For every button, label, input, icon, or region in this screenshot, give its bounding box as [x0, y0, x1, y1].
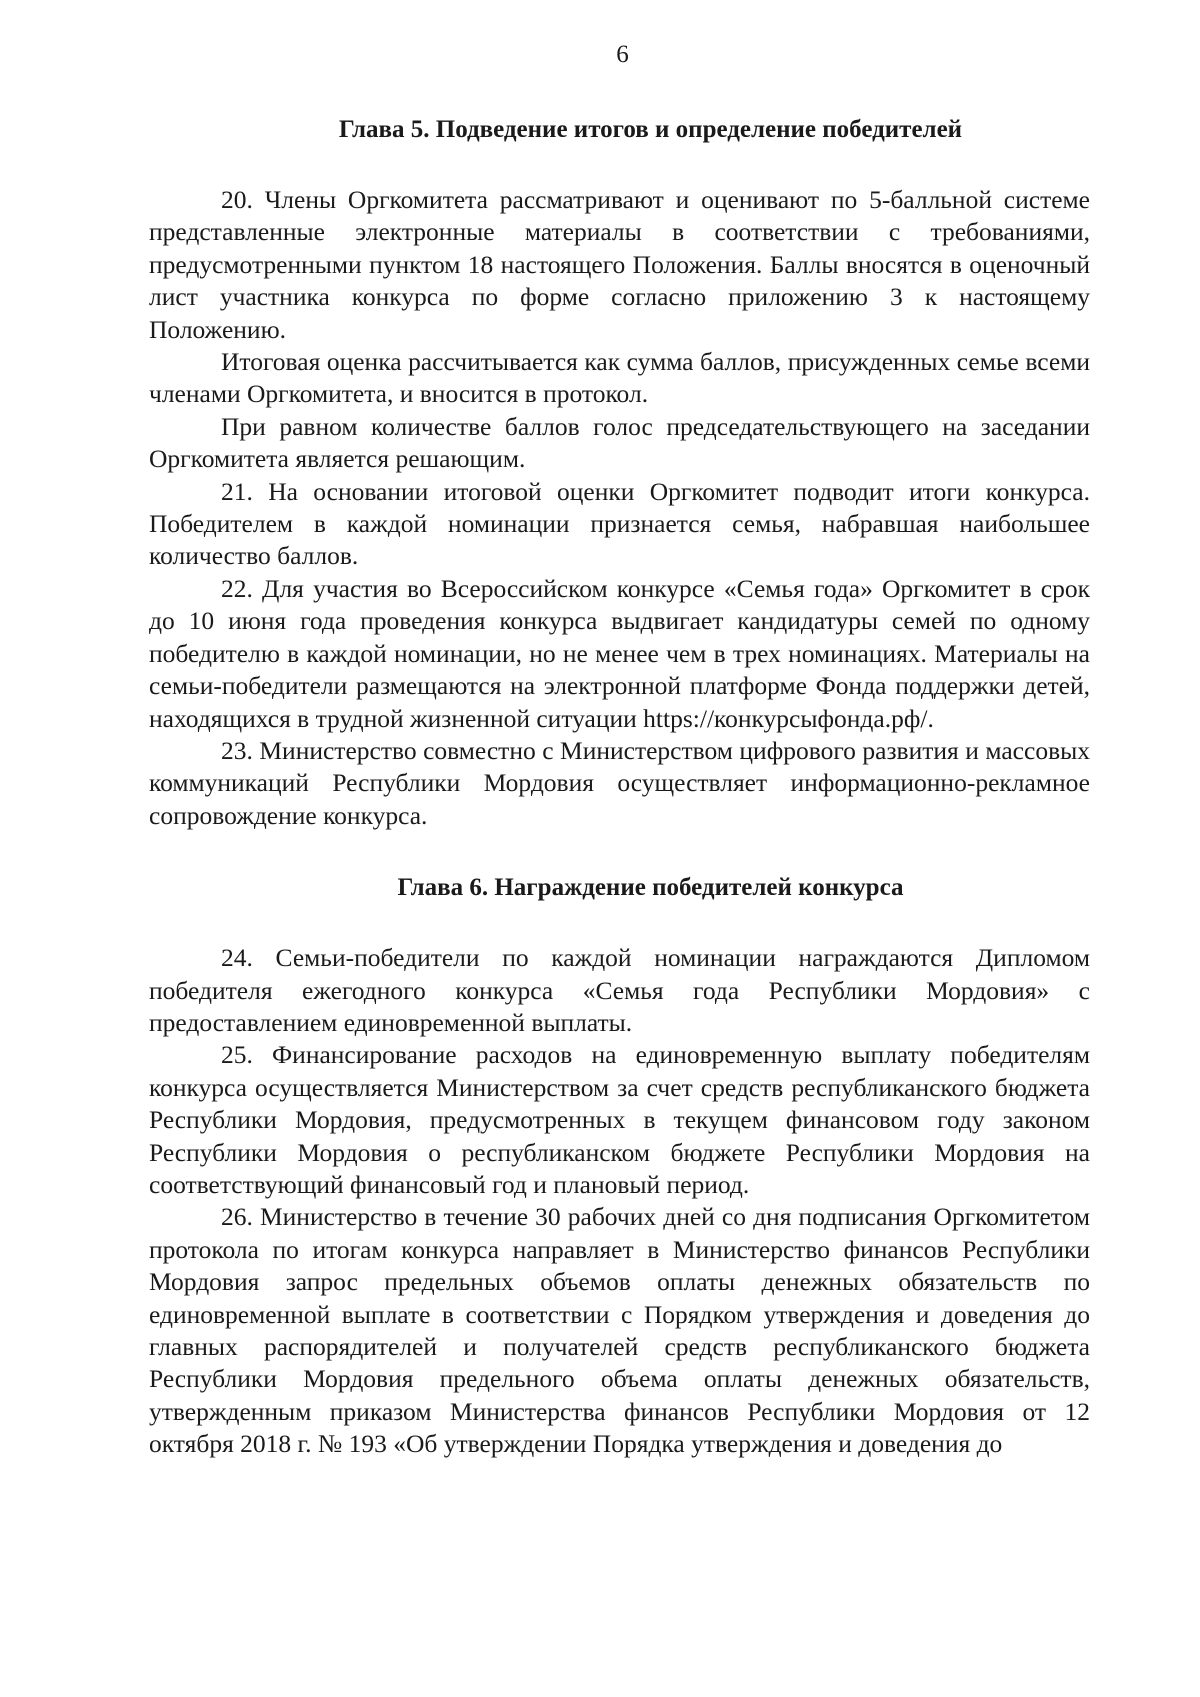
page-number: 6 [616, 41, 629, 68]
chapter-6-title: Глава 6. Награждение победителей конкурса [397, 874, 904, 902]
paragraph-24: 24. Семьи-победители по каждой номинации награждаются Дипломом победителя ежегодного конкурса «Семья года Республики Мордовия» с предоставлением единовременной выплаты. [149, 943, 1090, 1037]
document-body [149, 114, 1090, 1461]
paragraph-26: 26. Министерство в течение 30 рабочих дней со дня подписания Оргкомитетом протокола по итогам конкурса направляет в Министерство финансов Республики Мордовия запрос предельных объемов оплаты денежных обязательств по единовременной выплате в соответствии с Порядком утверждения и доведения до главных распорядителей и получателей средств республиканского бюджета Республики Мордовия предельного объема оплаты денежных обязательств, утвержденным приказом Министерства финансов Республики Мордовия от 12 октября 2018 г. № 193 «Об утверждении Порядка утверждения и доведения до [149, 1202, 1090, 1459]
chapter-5-title: Глава 5. Подведение итогов и определение победителей [338, 116, 963, 143]
paragraph-20: 20. Члены Оргкомитета рассматривают и оценивают по 5-балльной системе представленные электронные материалы в соответствии с требованиями, предусмотренными пунктом 18 настоящего Положения. Баллы вносятся в оценочный лист участника конкурса по форме согласно приложению 3 к настоящему Положению. [149, 185, 1090, 344]
paragraph-25: 25. Финансирование расходов на единовременную выплату победителям конкурса осуществляется Министерством за счет средств республиканского бюджета Республики Мордовия, предусмотренных в текущем финансовом году законом Республики Мордовия о республиканском бюджете Республики Мордовия на соответствующий финансовый год и плановый период. [149, 1040, 1090, 1199]
chapter-6-body [149, 942, 1090, 1461]
paragraph-21: 21. На основании итоговой оценки Оргкомитет подводит итоги конкурса. Победителем в каждой номинации признается семья, набравшая наибольшее количество баллов. [149, 476, 1090, 571]
paragraph-22: 22. Для участия во Всероссийском конкурсе «Семья года» Оргкомитет в срок до 10 июня года проведения конкурса выдвигает кандидатуры семей по одному победителю в каждой номинации, но не менее чем в трех номинациях. Материалы на семьи-победители размещаются на электронной платформе Фонда поддержки детей, находящихся в трудной жизненной ситуации https://конкурсыфонда.рф/. [149, 573, 1090, 733]
paragraph-20-tie-break: При равном количестве баллов голос председательствующего на заседании Оргкомитета является решающим. [149, 411, 1090, 474]
paragraph-20-total-score: Итоговая оценка рассчитывается как сумма баллов, присужденных семье всеми членами Оргкомитета, и вносится в протокол. [149, 347, 1090, 409]
paragraph-23: 23. Министерство совместно с Министерством цифрового развития и массовых коммуникаций Республики Мордовия осуществляет информационно-рекламное сопровождение конкурса. [149, 735, 1090, 830]
chapter-5-body [149, 184, 1090, 832]
